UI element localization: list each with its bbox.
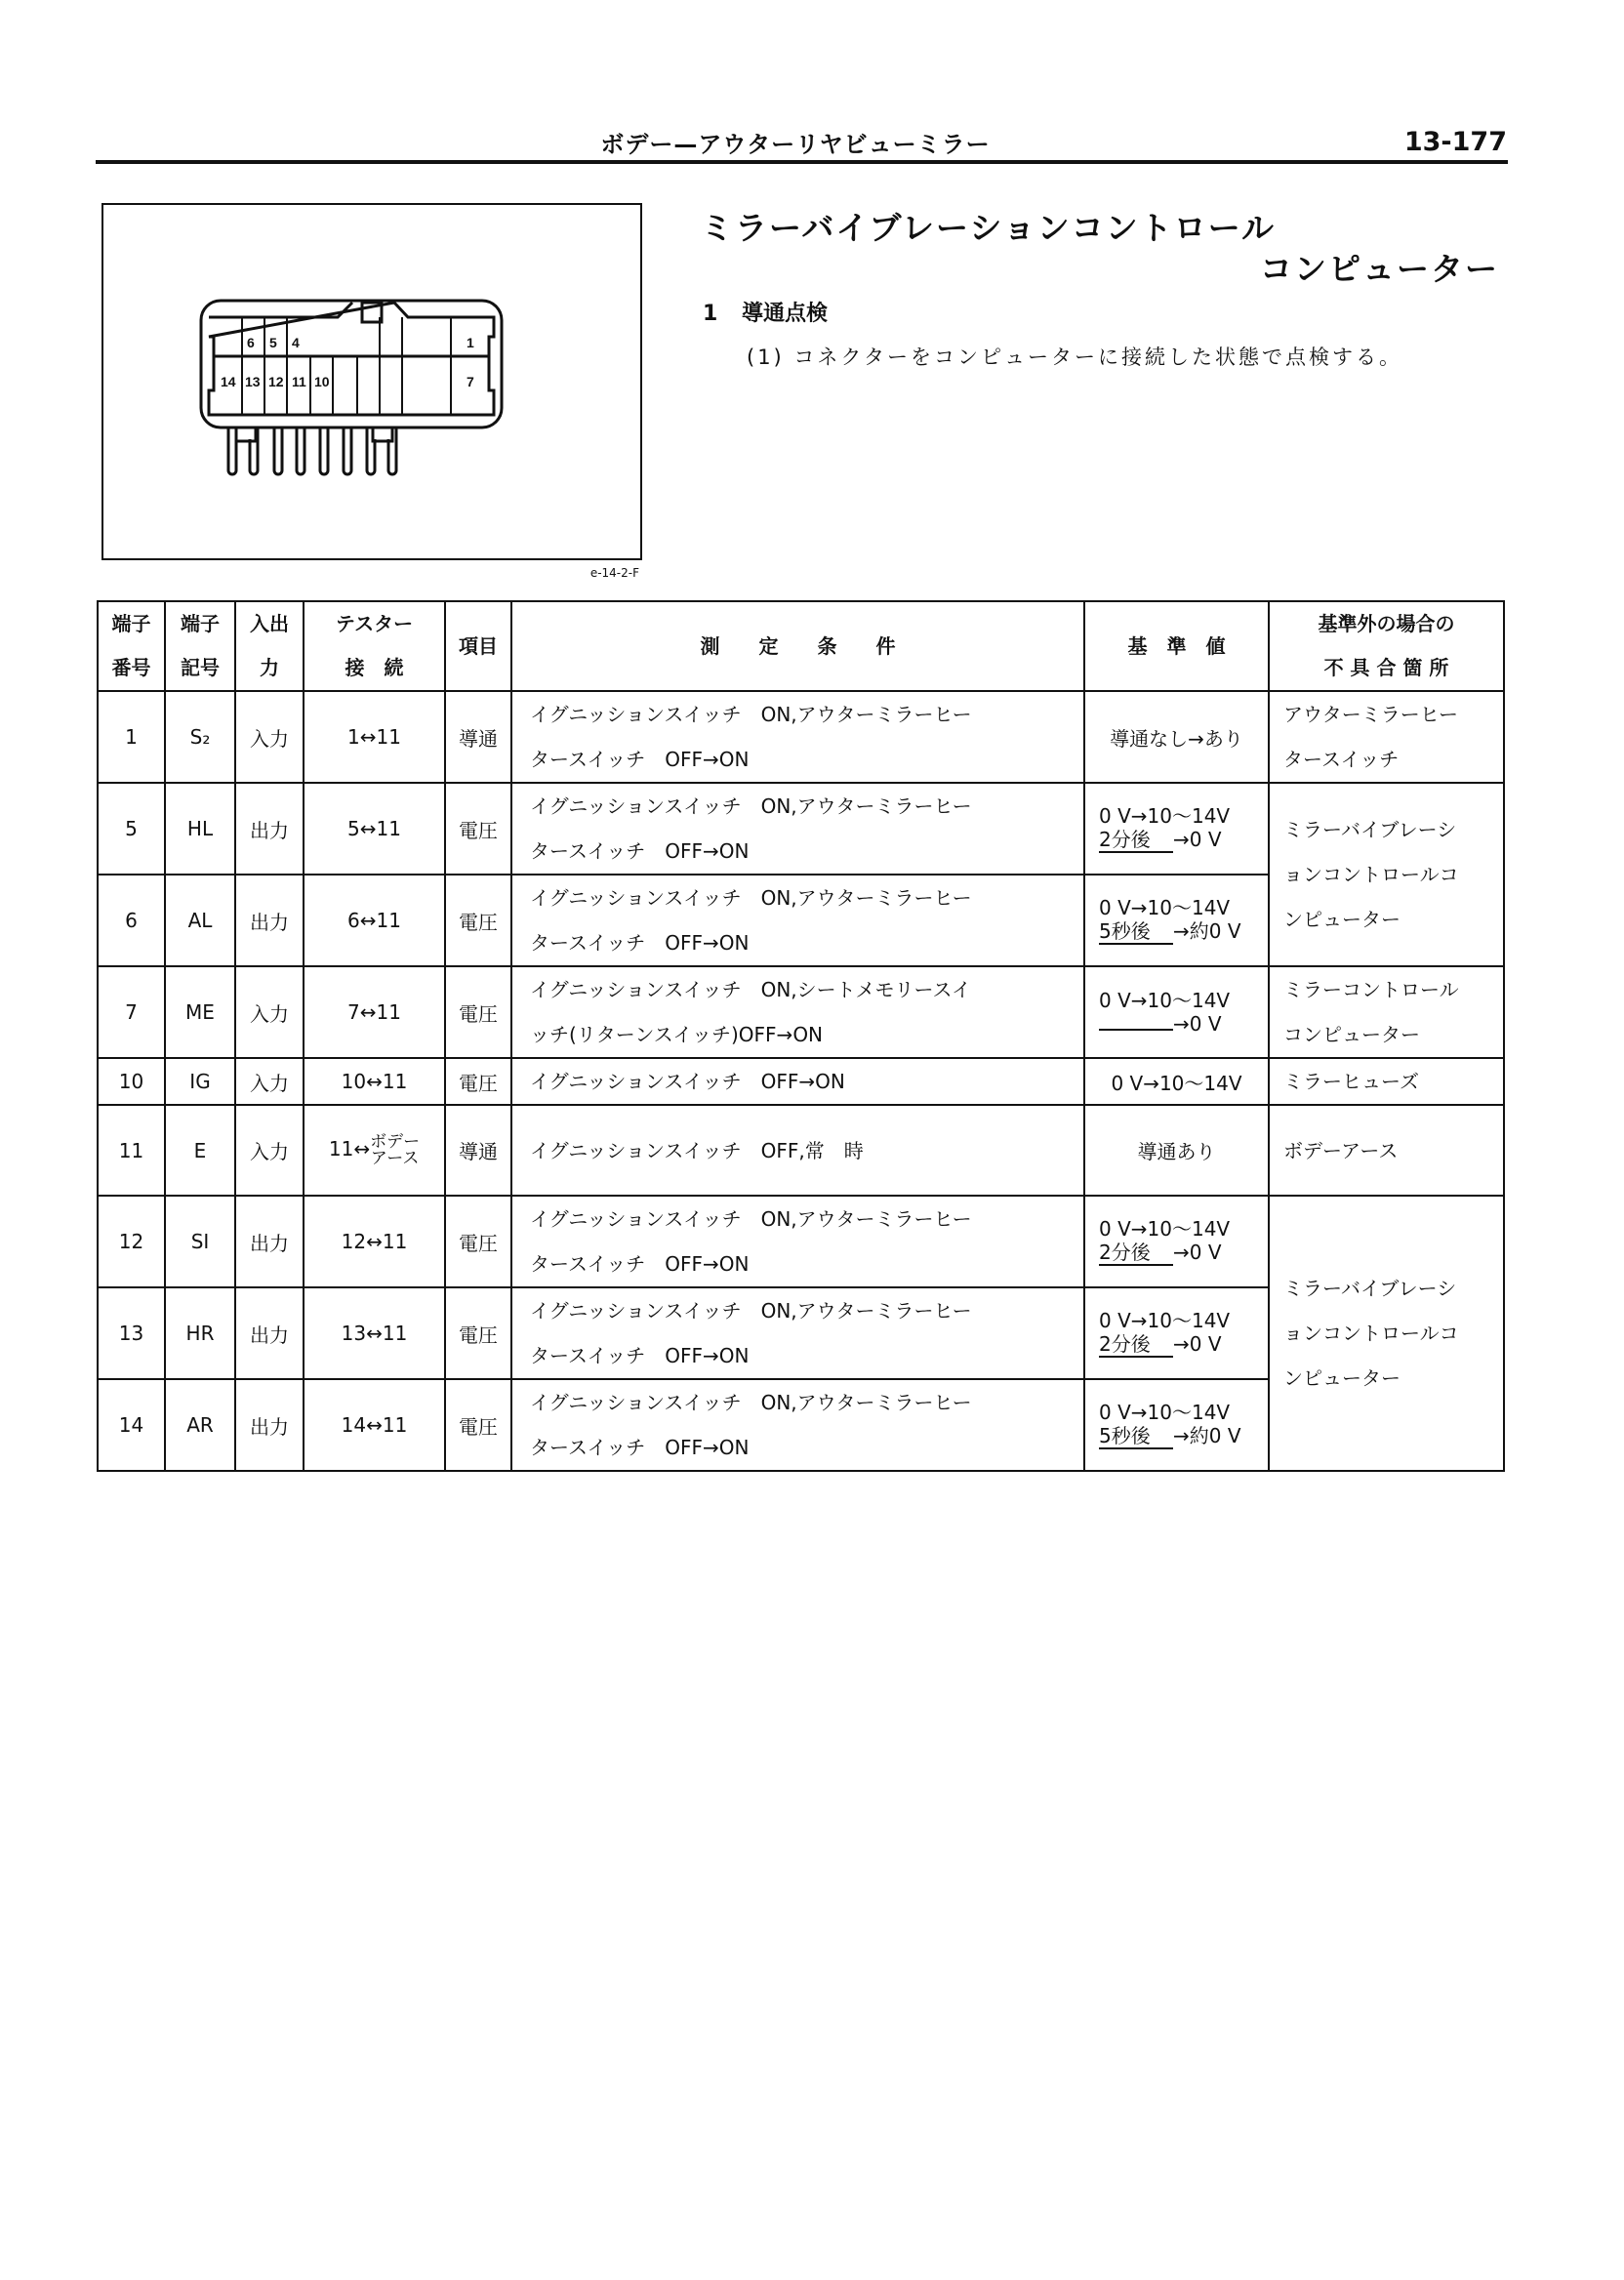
tester-connection: 5↔11 <box>304 783 445 875</box>
terminal-number: 14 <box>98 1379 165 1471</box>
measurement-condition: イグニッションスイッチ ON,アウターミラーヒー タースイッチ OFF→ON <box>511 1287 1084 1379</box>
subsection-number: 1 <box>703 302 718 326</box>
delay-arrow: 2分後 <box>1099 1241 1173 1266</box>
section-title-line2: コンピューター <box>1260 250 1499 288</box>
terminal-number: 12 <box>98 1196 165 1287</box>
check-item: 電圧 <box>445 1058 511 1105</box>
subsection-title: 導通点検 <box>742 302 829 326</box>
step-instruction: (1) コネクターをコンピューターに接続した状態で点検する。 <box>747 346 1402 369</box>
standard-value: 0 V→10〜14V <box>1084 1058 1269 1105</box>
terminal-symbol: AR <box>165 1379 235 1471</box>
terminal-symbol: ME <box>165 966 235 1058</box>
table-row <box>98 1058 1504 1105</box>
table-row <box>98 1196 1504 1287</box>
delay-arrow: 5秒後 <box>1099 1424 1173 1449</box>
measurement-condition: イグニッションスイッチ ON,アウターミラーヒー タースイッチ OFF→ON <box>511 1196 1084 1287</box>
measurement-condition: イグニッションスイッチ ON,アウターミラーヒー タースイッチ OFF→ON <box>511 691 1084 783</box>
terminal-number: 13 <box>98 1287 165 1379</box>
terminal-symbol: E <box>165 1105 235 1196</box>
terminal-symbol: S₂ <box>165 691 235 783</box>
delay-arrow: 2分後 <box>1099 828 1173 853</box>
io-direction: 入力 <box>235 1058 304 1105</box>
terminal-number: 1 <box>98 691 165 783</box>
measurement-condition: イグニッションスイッチ ON,アウターミラーヒー タースイッチ OFF→ON <box>511 1379 1084 1471</box>
measurement-condition: イグニッションスイッチ OFF→ON <box>511 1058 1084 1105</box>
tester-connection: 1↔11 <box>304 691 445 783</box>
pin-label: 5 <box>269 335 277 350</box>
io-direction: 出力 <box>235 1379 304 1471</box>
fault-location: アウターミラーヒー タースイッチ <box>1269 691 1504 783</box>
pin-label: 13 <box>245 374 261 389</box>
terminal-number: 11 <box>98 1105 165 1196</box>
header-tester: テスター 接 続 <box>304 601 445 691</box>
standard-value: 0 V→10〜14V 5秒後 →約0 V <box>1084 1379 1269 1471</box>
pin-label: 11 <box>292 374 306 389</box>
figure-caption: e-14-2-F <box>589 566 639 580</box>
table-header-row <box>98 601 1504 691</box>
connector-figure <box>102 203 642 560</box>
io-direction: 入力 <box>235 966 304 1058</box>
inspection-table <box>97 600 1505 1472</box>
fault-location: ボデーアース <box>1269 1105 1504 1196</box>
standard-value: 0 V→10〜14V 5秒後 →約0 V <box>1084 875 1269 966</box>
pin-label: 4 <box>292 335 300 350</box>
measurement-condition: イグニッションスイッチ ON,シートメモリースイ ッチ(リターンスイッチ)OFF→ON <box>511 966 1084 1058</box>
fault-location: ミラーコントロール コンピューター <box>1269 966 1504 1058</box>
tester-connection: 13↔11 <box>304 1287 445 1379</box>
check-item: 導通 <box>445 691 511 783</box>
table-row <box>98 691 1504 783</box>
pin-label: 6 <box>247 335 255 350</box>
standard-value: 0 V→10〜14V 2分後 →0 V <box>1084 783 1269 875</box>
page-number: 13-177 <box>1403 127 1507 157</box>
pin-label: 14 <box>221 374 236 389</box>
terminal-number: 5 <box>98 783 165 875</box>
header-io: 入出 力 <box>235 601 304 691</box>
header-terminal-no: 端子 番号 <box>98 601 165 691</box>
pin-label: 12 <box>268 374 284 389</box>
measurement-condition: イグニッションスイッチ ON,アウターミラーヒー タースイッチ OFF→ON <box>511 875 1084 966</box>
delay-arrow: 5秒後 <box>1099 919 1173 945</box>
io-direction: 出力 <box>235 783 304 875</box>
tester-connection: 10↔11 <box>304 1058 445 1105</box>
table-row <box>98 1105 1504 1196</box>
check-item: 電圧 <box>445 966 511 1058</box>
terminal-symbol: IG <box>165 1058 235 1105</box>
tester-connection: 14↔11 <box>304 1379 445 1471</box>
check-item: 導通 <box>445 1105 511 1196</box>
header-condition: 測 定 条 件 <box>511 601 1084 691</box>
subsection-heading <box>703 297 828 327</box>
check-item: 電圧 <box>445 1379 511 1471</box>
check-item: 電圧 <box>445 1196 511 1287</box>
terminal-symbol: AL <box>165 875 235 966</box>
pin-label: 10 <box>314 374 330 389</box>
check-item: 電圧 <box>445 875 511 966</box>
io-direction: 入力 <box>235 691 304 783</box>
pin-label: 1 <box>467 335 474 350</box>
delay-arrow <box>1099 1029 1173 1031</box>
io-direction: 出力 <box>235 875 304 966</box>
terminal-number: 7 <box>98 966 165 1058</box>
standard-value: 導通あり <box>1084 1105 1269 1196</box>
terminal-symbol: SI <box>165 1196 235 1287</box>
tester-connection: 11↔ボデー アース <box>304 1105 445 1196</box>
fault-location: ミラーバイブレーシ ョンコントロールコ ンピューター <box>1269 783 1504 966</box>
table-row <box>98 783 1504 875</box>
fault-location: ミラーバイブレーシ ョンコントロールコ ンピューター <box>1269 1196 1504 1471</box>
delay-arrow: 2分後 <box>1099 1332 1173 1358</box>
section-title-line1: ミラーバイブレーションコントロール <box>701 209 1277 247</box>
header-fault: 基準外の場合の 不 具 合 箇 所 <box>1269 601 1504 691</box>
io-direction: 出力 <box>235 1287 304 1379</box>
measurement-condition: イグニッションスイッチ OFF,常 時 <box>511 1105 1084 1196</box>
io-direction: 入力 <box>235 1105 304 1196</box>
header-rule <box>96 160 1508 164</box>
header-terminal-symbol: 端子 記号 <box>165 601 235 691</box>
header-standard: 基 準 値 <box>1084 601 1269 691</box>
io-direction: 出力 <box>235 1196 304 1287</box>
running-header-title: ボデー—アウターリヤビューミラー <box>600 131 991 158</box>
standard-value: 0 V→10〜14V 2分後 →0 V <box>1084 1287 1269 1379</box>
terminal-symbol: HL <box>165 783 235 875</box>
fault-location: ミラーヒューズ <box>1269 1058 1504 1105</box>
terminal-symbol: HR <box>165 1287 235 1379</box>
tester-connection: 7↔11 <box>304 966 445 1058</box>
standard-value: 導通なし→あり <box>1084 691 1269 783</box>
check-item: 電圧 <box>445 1287 511 1379</box>
tester-connection: 12↔11 <box>304 1196 445 1287</box>
pin-label: 7 <box>467 374 474 389</box>
measurement-condition: イグニッションスイッチ ON,アウターミラーヒー タースイッチ OFF→ON <box>511 783 1084 875</box>
header-item: 項目 <box>445 601 511 691</box>
tester-connection: 6↔11 <box>304 875 445 966</box>
standard-value: 0 V→10〜14V →0 V <box>1084 966 1269 1058</box>
check-item: 電圧 <box>445 783 511 875</box>
standard-value: 0 V→10〜14V 2分後 →0 V <box>1084 1196 1269 1287</box>
terminal-number: 6 <box>98 875 165 966</box>
table-row <box>98 966 1504 1058</box>
terminal-number: 10 <box>98 1058 165 1105</box>
connector-diagram <box>103 205 640 558</box>
